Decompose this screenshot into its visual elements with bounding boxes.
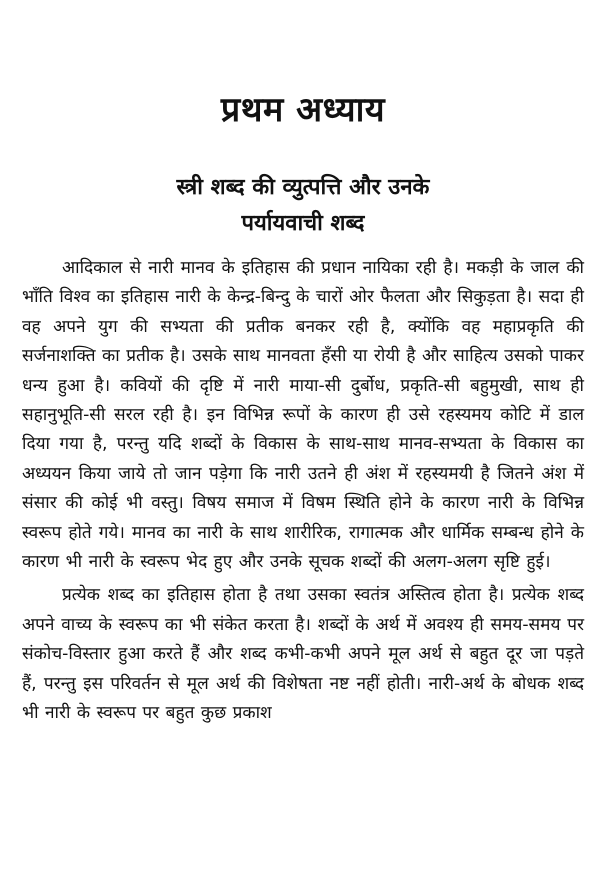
body-text: [22, 254, 584, 729]
chapter-title: प्रथम अध्याय: [220, 90, 386, 130]
section-title-line-2: पर्यायवाची शब्द: [241, 211, 365, 236]
section-title-line-1: स्त्री शब्द की व्युत्पत्ति और उनके: [176, 175, 430, 200]
paragraph-1: आदिकाल से नारी मानव के इतिहास की प्रधान नायिका रही है। मकड़ी के जाल की भाँति विश्व का इतिहास नारी के केन्द्र-बिन्दु के चारों ओर फैलता और सिकुड़ता है। सदा ही वह अपने युग की सभ्यता की प्रतीक बनकर रही है, क्योंकि वह महाप्रकृति की सर्जनाशक्ति का प्रतीक है। उसके साथ मानवता हँसी या रोयी है और साहित्य उसको पाकर धन्य हुआ है। कवियों की दृष्टि में नारी माया-सी दुर्बोध, प्रकृति-सी बहुमुखी, साथ ही सहानुभूति-सी सरल रही है। इन विभिन्न रूपों के कारण ही उसे रहस्यमय कोटि में डाल दिया गया है, परन्तु यदि शब्दों के विकास के साथ-साथ मानव-सभ्यता के विकास का अध्ययन किया जाये तो जान पड़ेगा कि नारी उतने ही अंश में रहस्यमयी है जितने अंश में संसार की कोई भी वस्तु। विषय समाज में विषम स्थिति होने के कारण नारी के विभिन्न स्वरूप होते गये। मानव का नारी के साथ शारीरिक, रागात्मक और धार्मिक सम्बन्ध होने के कारण भी नारी के स्वरूप भेद हुए और उनके सूचक शब्दों की अलग-अलग सृष्टि हुई।: [22, 258, 584, 573]
paragraph-2: प्रत्येक शब्द का इतिहास होता है तथा उसका स्वतंत्र अस्तित्व होता है। प्रत्येक शब्द अपने वाच्य के स्वरूप का भी संकेत करता है। शब्दों के अर्थ में अवश्य ही समय-समय पर संकोच-विस्तार हुआ करते हैं और शब्द कभी-कभी अपने मूल अर्थ से बहुत दूर जा पड़ते हैं, परन्तु इस परिवर्तन से मूल अर्थ की विशेषता नष्ट नहीं होती। नारी-अर्थ के बोधक शब्द भी नारी के स्वरूप पर बहुत कुछ प्रकाश: [22, 585, 584, 724]
section-title: [22, 170, 584, 242]
